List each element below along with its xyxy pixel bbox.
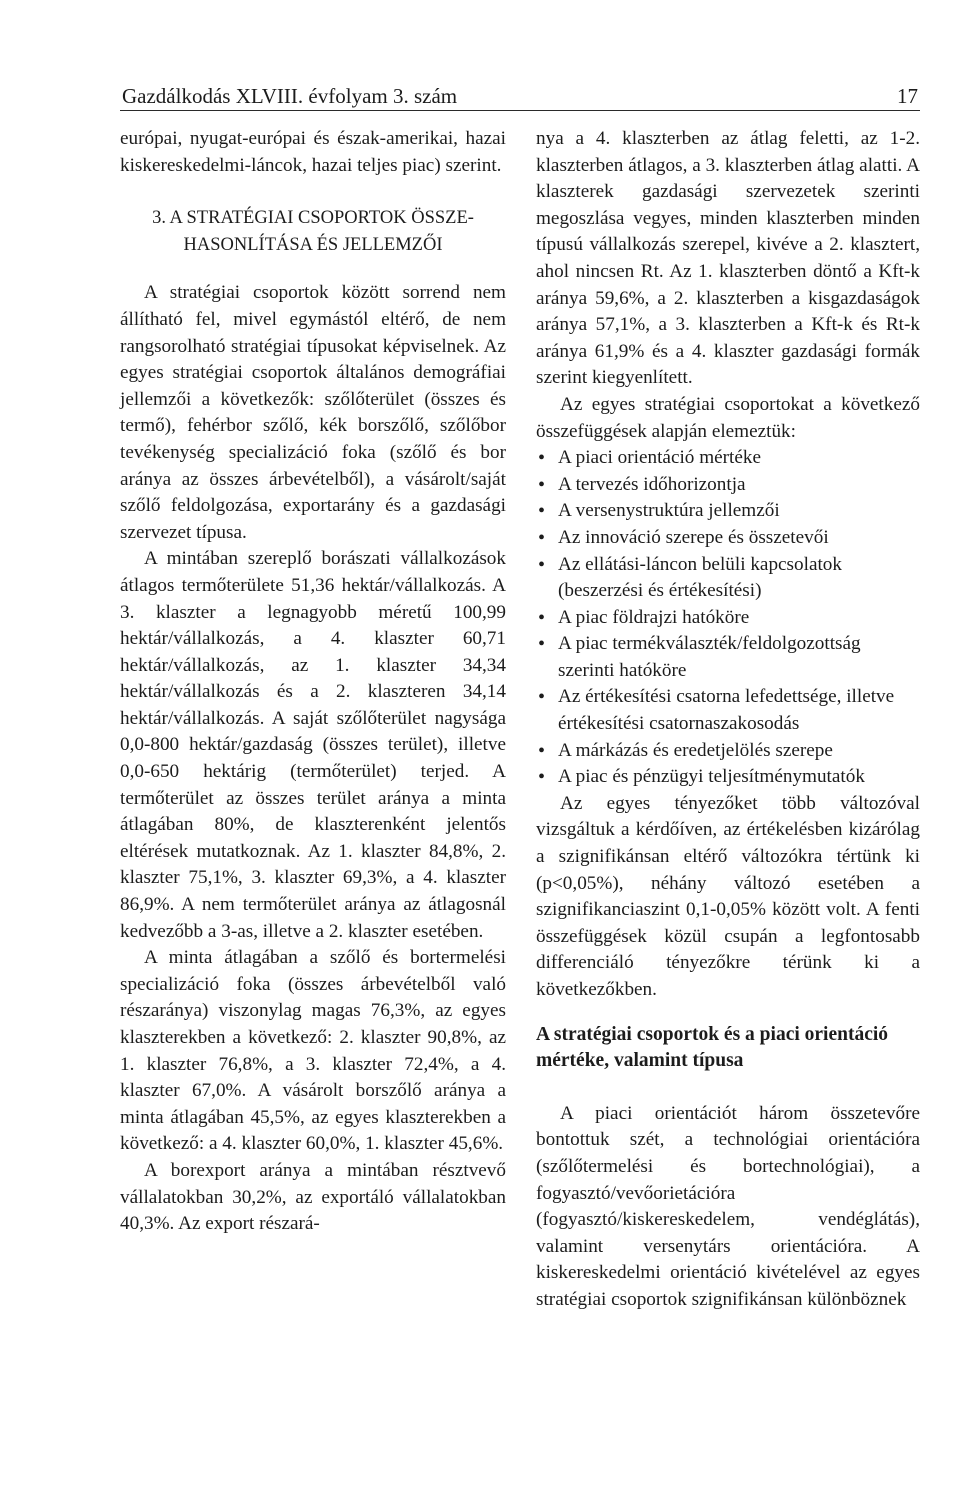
paragraph-strategic-groups: A stratégiai csoportok között sorrend nem állítható fel, mivel egymástól eltérő, de nem rangsorolható stratégiai típusokat képviselnek. Az egyes stratégiai csoportok általános demográfiai jellemzői a következők: szőlőterület (összes és termő), fehérbor szőlő, kék borszőlő, szőlőbor tevékenység specializáció foka (szőlő és bor aránya az összes árbevételből), a vásárolt/saját szőlő feldolgozása, exportarány és a gazdasági szervezet típusa. <box>120 282 506 543</box>
list-item: • A piac termékválaszték/feldolgozottság szerinti hatóköre <box>536 631 920 684</box>
paragraph-after-list: Az egyes tényezőket több változóval vizsgáltuk a kérdőíven, az értékelésben kizárólag a szignifikánsan eltérő változókra tértünk ki (p<0,05%), néhány változó esetében a szignifikanciaszint 0,1-0,05% között volt. A fenti összefüggések közül csupán a legfontosabb differenciáló tényezőkre térünk ki a következőkben. <box>536 792 920 1000</box>
list-item: • A márkázás és eredetjelölés szerepe <box>536 738 920 765</box>
list-item: • Az értékesítési csatorna lefedettsége, illetve értékesítési csatornaszakosodás <box>536 684 920 737</box>
section-heading <box>120 205 506 258</box>
subsection-heading: A stratégiai csoportok és a piaci orientáció mértéke, valamint típusa <box>536 1023 889 1072</box>
factor-list <box>536 445 920 791</box>
paragraph-area: A mintában szereplő borászati vállalkozások átlagos termőterülete 51,36 hektár/vállalkozás. A 3. klaszter a legnagyobb méretű 100,99 hektár/vállalkozás, a 4. klaszter 60,71 hektár/vállalkozás, az 1. klaszter 34,34 hektár/vállalkozás és a 2. klaszteren 34,14 hektár/vállalkozás. A saját szőlőterület nagysága 0,0-800 hektár/gazdaság (összes terület), illetve 0,0-650 hektárig (termőterület) terjed. A termőterület az összes terület aránya a minta átlagában 80%, de klaszterenként jelentős eltérések mutatkoznak. Az 1. klaszter 84,8%, 2. klaszter 75,1%, 3. klaszter 69,3%, a 4. klaszter 86,9%. A nem termőterület aránya az átlagosnál kedvezőbb a 3-as, illetve a 2. klaszter esetében. <box>120 548 506 942</box>
section-heading-line-1: 3. A STRATÉGIAI CSOPORTOK ÖSSZE- <box>152 208 474 229</box>
page-number: 17 <box>897 84 918 108</box>
section-heading-line-2: HASONLÍTÁSA ÉS JELLEMZŐI <box>183 234 443 255</box>
left-column <box>120 126 506 1238</box>
list-item: • A piac földrajzi hatóköre <box>536 605 920 632</box>
list-item: • A tervezés időhorizontja <box>536 472 920 499</box>
list-item: • A piaci orientáció mértéke <box>536 445 920 472</box>
journal-title: Gazdálkodás XLVIII. évfolyam 3. szám <box>122 84 458 108</box>
list-item: • Az ellátási-láncon belüli kapcsolatok (beszerzési és értékesítési) <box>536 552 920 605</box>
list-item: • A versenystruktúra jellemzői <box>536 498 920 525</box>
paragraph-continuation: nya a 4. klaszterben az átlag feletti, az 1-2. klaszterben átlagos, a 3. klaszterben átlag alatti. A klaszterek gazdasági szervezetek szerinti megoszlása vegyes, minden klaszterben minden típusú vállalkozás szerepel, kivéve a 2. klasztert, ahol nincsen Rt. Az 1. klaszterben döntő a Kft-k aránya 59,6%, a 2. klaszterben a kisgazdaságok aránya 57,1%, a 3. klaszterben a Kft-k és Rt-k aránya 61,9% és a 4. klaszter gazdasági formák szerint kiegyenlített. <box>536 128 920 389</box>
list-intro: Az egyes stratégiai csoportokat a következő összefüggések alapján elemeztük: <box>536 393 920 442</box>
paragraph-market-orientation: A piaci orientációt három összetevőre bontottuk szét, a technológiai orientációra (szőlőtermelési és bortechnológiai), a fogyasztó/vevőorietációra (fogyasztó/kiskereskedelem, vendéglátás), valamint versenytárs orientációra. A kiskereskedelmi orientáció kivételével az egyes stratégiai csoportok szignifikánsan különböznek <box>536 1102 920 1310</box>
intro-text: európai, nyugat-európai és észak-amerikai, hazai kiskereskedelmi-láncok, hazai teljes piac) szerint. <box>120 128 506 176</box>
right-column <box>536 126 920 1314</box>
list-item: • Az innováció szerepe és összetevői <box>536 525 920 552</box>
list-item: • A piac és pénzügyi teljesítménymutatók <box>536 764 920 791</box>
paragraph-specialization: A minta átlagában a szőlő és bortermelési specializáció foka (összes árbevételből való részaránya) viszonylag magas 76,3%, az egyes klaszterekben a következő: 2. klaszter 90,8%, az 1. klaszter 76,8%, a 3. klaszter 72,4%, a 4. klaszter 67,0%. A vásárolt borszőlő aránya a minta átlagában 45,5%, az egyes klaszterekben a következő: a 4. klaszter 60,0%, 1. klaszter 45,6%. <box>120 947 506 1155</box>
paragraph-export: A borexport aránya a mintában résztvevő vállalatokban 30,2%, az exportáló vállalatokban 40,3%. Az export részará- <box>120 1159 506 1235</box>
running-header <box>120 80 920 111</box>
